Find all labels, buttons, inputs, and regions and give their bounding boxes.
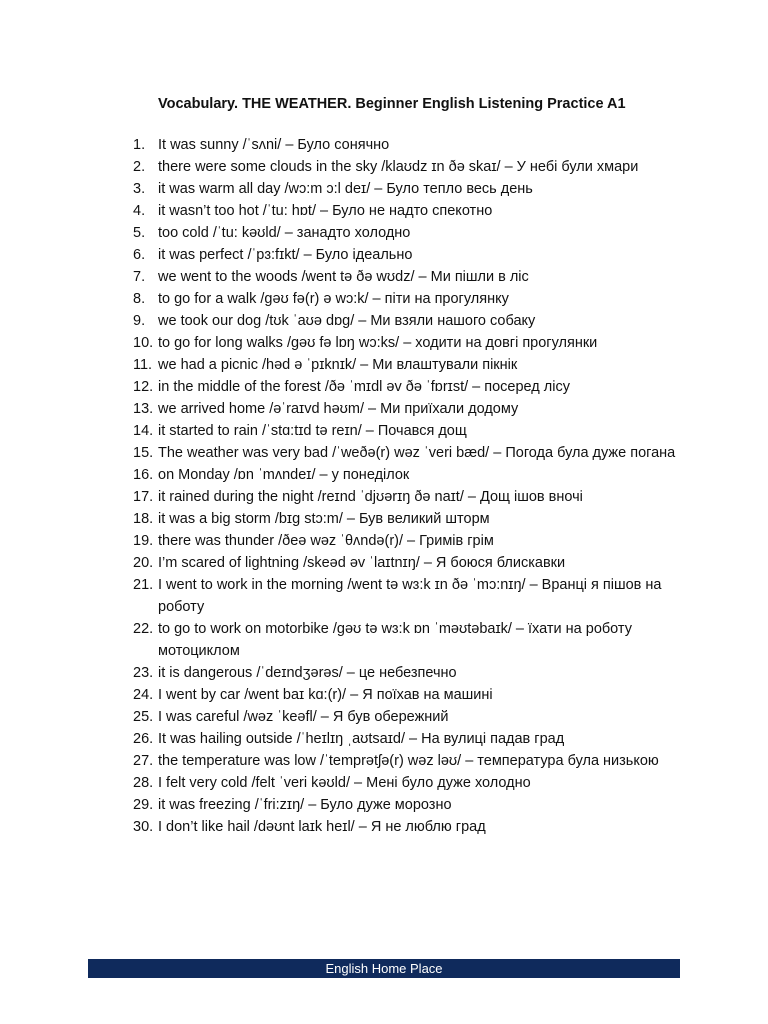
list-item xyxy=(133,420,693,442)
list-item-number: 1. xyxy=(133,137,146,153)
list-item-number: 27. xyxy=(133,753,154,769)
list-item-text: I went by car /went baɪ kɑ:(r)/ – Я поїхав на машині xyxy=(158,687,493,703)
list-item xyxy=(133,464,693,486)
list-item-number: 7. xyxy=(133,269,146,285)
list-item-number: 14. xyxy=(133,423,154,439)
list-item-number: 15. xyxy=(133,445,154,461)
list-item xyxy=(133,618,693,662)
list-item xyxy=(133,244,693,266)
list-item-text: we took our dog /tʊk ˈaʊə dɒg/ – Ми взяли нашого собаку xyxy=(158,313,536,329)
list-item-number: 24. xyxy=(133,687,154,703)
list-item-number: 30. xyxy=(133,819,154,835)
list-item-text: to go for long walks /gəʊ fə lɒŋ wɔ:ks/ – ходити на довгі прогулянки xyxy=(158,335,598,351)
list-item-number: 16. xyxy=(133,467,154,483)
list-item-text: in the middle of the forest /ðə ˈmɪdl əv ðə ˈfɒrɪst/ – посеред лісу xyxy=(158,379,570,395)
list-item xyxy=(133,442,693,464)
list-item xyxy=(133,684,693,706)
list-item xyxy=(133,266,693,288)
list-item-number: 19. xyxy=(133,533,154,549)
list-item-number: 8. xyxy=(133,291,146,307)
list-item-number: 6. xyxy=(133,247,146,263)
list-item xyxy=(133,706,693,728)
list-item-text: the temperature was low /ˈtemprətʃə(r) wəz ləʊ/ – температура була низькою xyxy=(158,753,659,769)
list-item xyxy=(133,288,693,310)
list-item-text: there were some clouds in the sky /klaʊdz ɪn ðə skaɪ/ – У небі були хмари xyxy=(158,159,639,175)
list-item-text: it was a big storm /bɪg stɔ:m/ – Був великий шторм xyxy=(158,511,490,527)
list-item-text: it was warm all day /wɔ:m ɔ:l deɪ/ – Було тепло весь день xyxy=(158,181,533,197)
list-item-number: 17. xyxy=(133,489,154,505)
list-item-number: 12. xyxy=(133,379,154,395)
list-item-text: The weather was very bad /ˈweðə(r) wəz ˈveri bæd/ – Погода була дуже погана xyxy=(158,445,676,461)
list-item-number: 23. xyxy=(133,665,154,681)
list-item xyxy=(133,816,693,838)
list-item-text: we went to the woods /went tə ðə wʊdz/ – Ми пішли в ліс xyxy=(158,269,529,285)
list-item-number: 10. xyxy=(133,335,154,351)
list-item xyxy=(133,508,693,530)
list-item-text: I was careful /wəz ˈkeəfl/ – Я був обережний xyxy=(158,709,449,725)
list-item-text: it was perfect /ˈpɜ:fɪkt/ – Було ідеально xyxy=(158,247,413,263)
list-item-number: 26. xyxy=(133,731,154,747)
vocabulary-list xyxy=(133,134,693,838)
list-item-number: 11. xyxy=(133,357,153,373)
list-item-number: 2. xyxy=(133,159,146,175)
list-item-text: it started to rain /ˈstɑ:tɪd tə reɪn/ – Почався дощ xyxy=(158,423,467,439)
list-item-text: we arrived home /əˈraɪvd həʊm/ – Ми приїхали додому xyxy=(158,401,519,417)
list-item-text: I’m scared of lightning /skeəd əv ˈlaɪtnɪŋ/ – Я боюся блискавки xyxy=(158,555,566,571)
list-item-text: It was hailing outside /ˈheɪlɪŋ ˌaʊtsaɪd/ – На вулиці падав град xyxy=(158,731,565,747)
list-item-text: it was freezing /ˈfri:zɪŋ/ – Було дуже морозно xyxy=(158,797,452,813)
list-item-number: 5. xyxy=(133,225,146,241)
list-item xyxy=(133,398,693,420)
list-item-text: It was sunny /ˈsʌni/ – Було сонячно xyxy=(158,137,390,153)
list-item xyxy=(133,794,693,816)
list-item xyxy=(133,178,693,200)
list-item-number: 20. xyxy=(133,555,154,571)
list-item-number: 18. xyxy=(133,511,154,527)
list-item-text: it is dangerous /ˈdeɪndʒərəs/ – це небезпечно xyxy=(158,665,457,681)
list-item-text: I went to work in the morning /went tə wɜ:k ɪn ðə ˈmɔ:nɪŋ/ – Вранці я пішов на роботу xyxy=(158,577,662,615)
page-title: Vocabulary. THE WEATHER. Beginner English Listening Practice A1 xyxy=(158,96,626,112)
list-item xyxy=(133,772,693,794)
footer-banner: English Home Place xyxy=(88,959,680,978)
list-item-text: too cold /ˈtu: kəʊld/ – занадто холодно xyxy=(158,225,411,241)
list-item-text: we had a picnic /həd ə ˈpɪknɪk/ – Ми влаштували пікнік xyxy=(158,357,518,373)
list-item xyxy=(133,200,693,222)
list-item-text: on Monday /ɒn ˈmʌndeɪ/ – у понеділок xyxy=(158,467,410,483)
list-item xyxy=(133,486,693,508)
list-item-text: to go to work on motorbike /gəʊ tə wɜ:k ɒn ˈməʊtəbaɪk/ – їхати на роботу мотоциклом xyxy=(158,621,632,659)
list-item-number: 4. xyxy=(133,203,146,219)
list-item xyxy=(133,376,693,398)
list-item-number: 22. xyxy=(133,621,154,637)
list-item-number: 29. xyxy=(133,797,154,813)
list-item-number: 21. xyxy=(133,577,154,593)
list-item xyxy=(133,332,693,354)
list-item-number: 25. xyxy=(133,709,154,725)
list-item xyxy=(133,156,693,178)
list-item xyxy=(133,552,693,574)
list-item xyxy=(133,310,693,332)
list-item xyxy=(133,222,693,244)
list-item-number: 28. xyxy=(133,775,154,791)
list-item-text: to go for a walk /gəʊ fə(r) ə wɔ:k/ – піти на прогулянку xyxy=(158,291,509,307)
list-item-text: I felt very cold /felt ˈveri kəʊld/ – Мені було дуже холодно xyxy=(158,775,531,791)
list-item-text: I don’t like hail /dəʊnt laɪk heɪl/ – Я не люблю град xyxy=(158,819,486,835)
list-item xyxy=(133,750,693,772)
list-item-number: 9. xyxy=(133,313,146,329)
list-item xyxy=(133,354,693,376)
list-item xyxy=(133,530,693,552)
list-item xyxy=(133,662,693,684)
list-item xyxy=(133,574,693,618)
list-item xyxy=(133,728,693,750)
list-item-text: it rained during the night /reɪnd ˈdjʊərɪŋ ðə naɪt/ – Дощ ішов вночі xyxy=(158,489,583,505)
list-item-number: 13. xyxy=(133,401,154,417)
list-item-number: 3. xyxy=(133,181,146,197)
list-item-text: it wasn’t too hot /ˈtu: hɒt/ – Було не надто спекотно xyxy=(158,203,493,219)
list-item xyxy=(133,134,693,156)
list-item-text: there was thunder /ðeə wəz ˈθʌndə(r)/ – Гримів грім xyxy=(158,533,494,549)
